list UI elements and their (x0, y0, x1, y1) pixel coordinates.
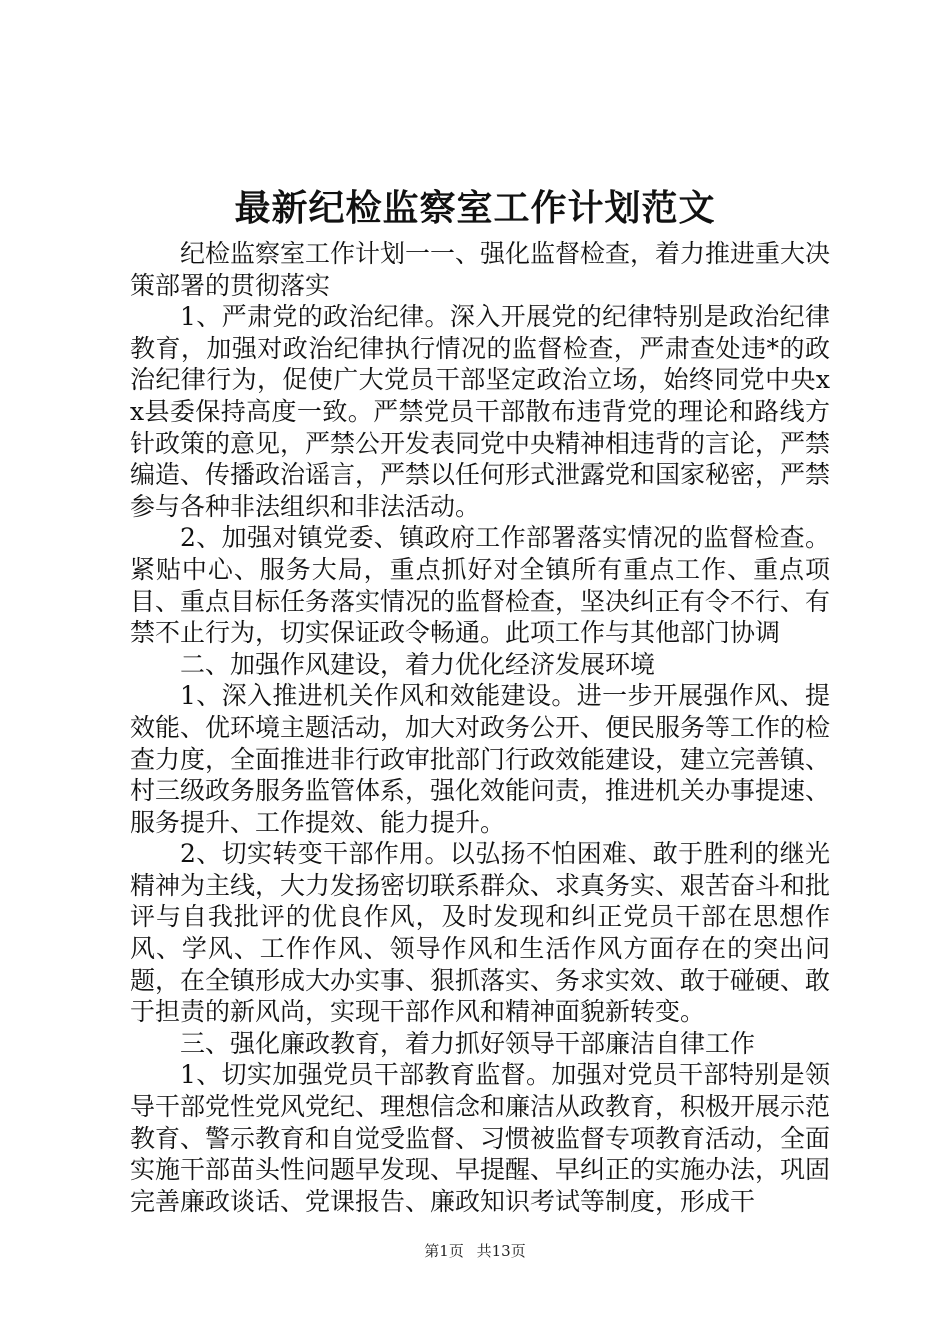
section-heading: 二、加强作风建设，着力优化经济发展环境 (180, 649, 656, 679)
page-number: 第1页 (424, 1242, 464, 1260)
section-heading: 三、强化廉政教育，着力抓好领导干部廉洁自律工作 (180, 1028, 756, 1058)
paragraph: 1、深入推进机关作风和效能建设。进一步开展强作风、提效能、优环境主题活动，加大对政务公开、便民服务等工作的检查力度，全面推进非行政审批部门行政效能建设，建立完善镇、村三级政务服务监管体系，强化效能问责，推进机关办事提速、服务提升、工作提效、能力提升。 (130, 681, 831, 837)
page-total: 共13页 (476, 1242, 526, 1260)
document-body (130, 238, 830, 1217)
paragraph: 纪检监察室工作计划一一、强化监督检查，着力推进重大决策部署的贯彻落实 (130, 239, 831, 300)
page-footer (0, 1240, 950, 1262)
document-title: 最新纪检监察室工作计划范文 (234, 187, 716, 229)
paragraph: 2、加强对镇党委、镇政府工作部署落实情况的监督检查。紧贴中心、服务大局，重点抓好对全镇所有重点工作、重点项目、重点目标任务落实情况的监督检查，坚决纠正有令不行、有禁不止行为，切实保证政令畅通。此项工作与其他部门协调 (130, 523, 831, 648)
paragraph: 2、切实转变干部作用。以弘扬不怕困难、敢于胜利的继光精神为主线，大力发扬密切联系群众、求真务实、艰苦奋斗和批评与自我批评的优良作风，及时发现和纠正党员干部在思想作风、学风、工作作风、领导作风和生活作风方面存在的突出问题，在全镇形成大办实事、狠抓落实、务求实效、敢于碰硬、敢于担责的新风尚，实现干部作风和精神面貌新转变。 (130, 839, 831, 1027)
paragraph: 1、切实加强党员干部教育监督。加强对党员干部特别是领导干部党性党风党纪、理想信念和廉洁从政教育，积极开展示范教育、警示教育和自觉受监督、习惯被监督专项教育活动，全面实施干部苗头性问题早发现、早提醒、早纠正的实施办法，巩固完善廉政谈话、党课报告、廉政知识考试等制度，形成干 (130, 1060, 831, 1216)
paragraph: 1、严肃党的政治纪律。深入开展党的纪律特别是政治纪律教育，加强对政治纪律执行情况的监督检查，严肃查处违*的政治纪律行为，促使广大党员干部坚定政治立场，始终同党中央xx县委保持高度一致。严禁党员干部散布违背党的理论和路线方针政策的意见，严禁公开发表同党中央精神相违背的言论，严禁编造、传播政治谣言，严禁以任何形式泄露党和国家秘密，严禁参与各种非法组织和非法活动。 (130, 302, 831, 521)
